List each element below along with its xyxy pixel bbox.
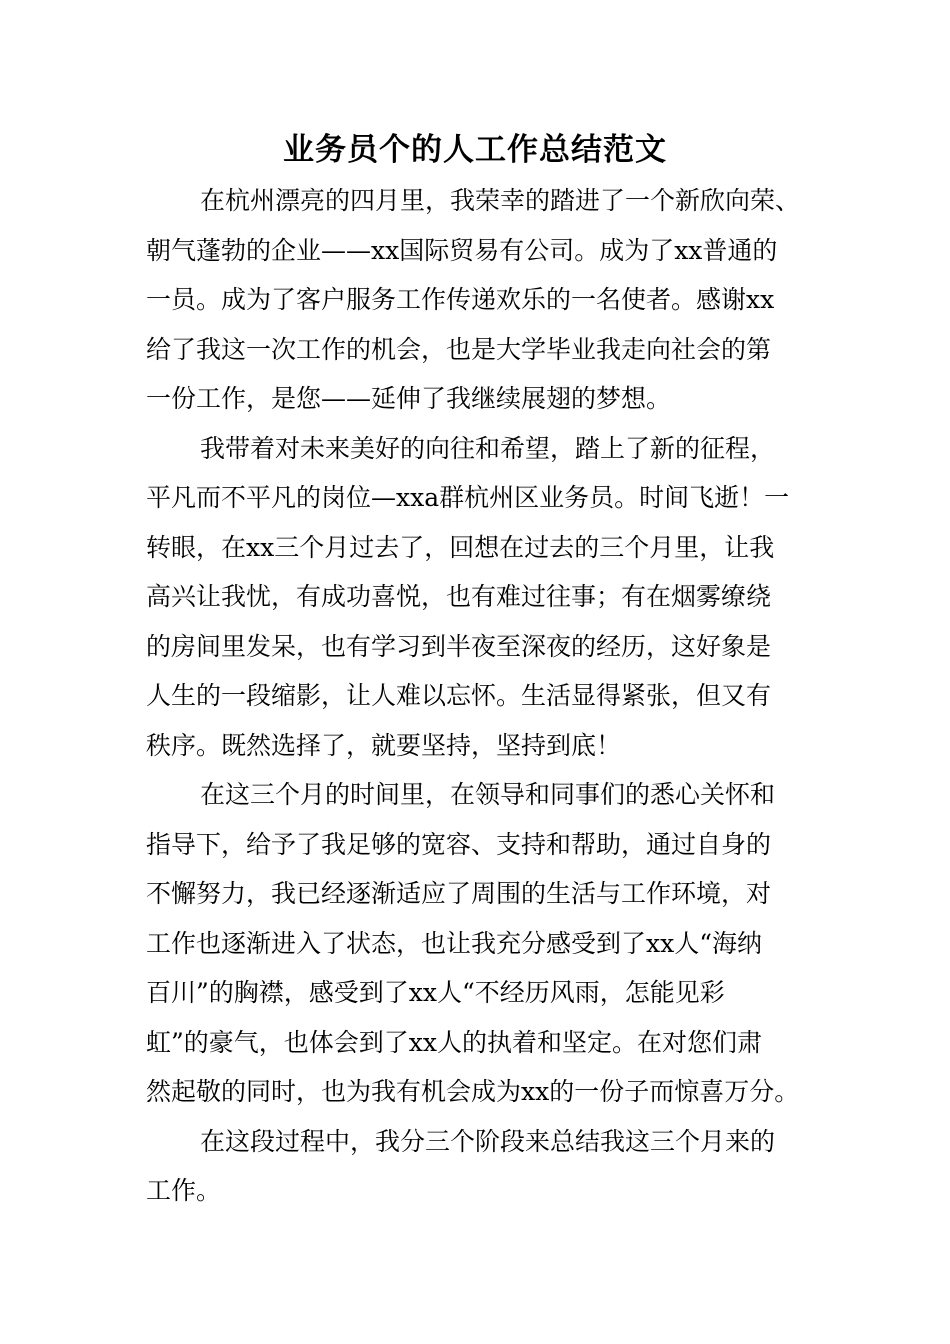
- body-line: 给了我这一次工作的机会，也是大学毕业我走向社会的第: [146, 334, 772, 364]
- document-title: 业务员个的人工作总结范文: [283, 132, 667, 168]
- body-line: 在这段过程中，我分三个阶段来总结我这三个月来的: [200, 1126, 776, 1156]
- body-line: 在这三个月的时间里，在领导和同事们的悉心关怀和: [200, 780, 776, 809]
- body-line: 百川”的胸襟，感受到了xx人“不经历风雨，怎能见彩: [146, 978, 725, 1007]
- body-line: 指导下，给予了我足够的宽容、支持和帮助，通过自身的: [146, 829, 772, 859]
- body-line: 一员。成为了客户服务工作传递欢乐的一名使者。感谢xx: [146, 285, 775, 314]
- body-line: 然起敬的同时，也为我有机会成为xx的一份子而惊喜万分。: [146, 1077, 800, 1106]
- body-line: 我带着对未来美好的向往和希望，踏上了新的征程，: [200, 433, 776, 463]
- document-body: [146, 176, 808, 1216]
- body-line: 一份工作，是您——延伸了我继续展翅的梦想。: [146, 384, 672, 413]
- body-line: 的房间里发呆，也有学习到半夜至深夜的经历，这好象是: [146, 631, 772, 661]
- body-line: 工作也逐渐进入了状态，也让我充分感受到了xx人“海纳: [146, 928, 762, 958]
- body-line: 秩序。既然选择了，就要坚持，坚持到底！: [146, 730, 622, 760]
- body-line: 平凡而不平凡的岗位—xxa群杭州区业务员。时间飞逝！一: [146, 483, 790, 512]
- body-line: 不懈努力，我已经逐渐适应了周围的生活与工作环境，对: [146, 879, 772, 908]
- body-line: 工作。: [146, 1176, 222, 1205]
- body-line: 人生的一段缩影，让人难以忘怀。生活显得紧张，但又有: [146, 681, 772, 710]
- body-line: 转眼，在xx三个月过去了，回想在过去的三个月里，让我: [146, 532, 775, 562]
- body-line: 在杭州漂亮的四月里，我荣幸的踏进了一个新欣向荣、: [200, 186, 801, 215]
- body-line: 朝气蓬勃的企业——xx国际贸易有公司。成为了xx普通的: [146, 235, 778, 265]
- body-line: 虹”的豪气，也体会到了xx人的执着和坚定。在对您们肃: [146, 1027, 762, 1057]
- body-line: 高兴让我忧，有成功喜悦，也有难过往事；有在烟雾缭绕: [146, 582, 772, 611]
